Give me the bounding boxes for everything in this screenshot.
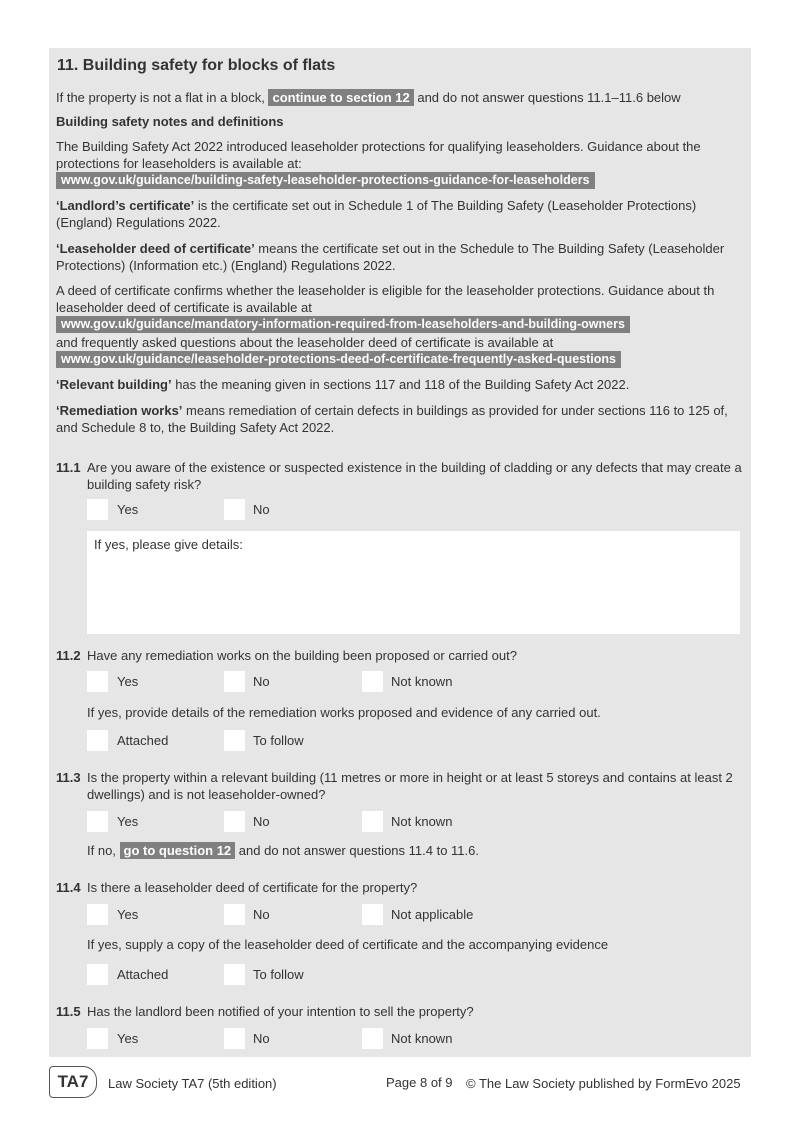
question-11-4-text: Is there a leaseholder deed of certificate for the property? — [87, 880, 418, 895]
q11-2-yes-checkbox[interactable] — [87, 671, 108, 692]
q11-4-no-label: No — [253, 907, 270, 922]
ta7-badge: TA7 — [49, 1066, 97, 1098]
definition-term: ‘Remediation works’ — [56, 403, 183, 418]
note-text-before: If no, — [87, 843, 116, 858]
q11-4-not-applicable-label: Not applicable — [391, 907, 474, 922]
definition-term: ‘Leaseholder deed of certificate’ — [56, 241, 255, 256]
details-label: If yes, please give details: — [94, 537, 243, 552]
q11-3-not-known-checkbox[interactable] — [362, 811, 383, 832]
definition-text: is the certificate set out in Schedule 1 of The Building Safety (Leaseholder Protections) (England) Regulations 2022. — [56, 198, 697, 230]
q11-1-no-checkbox[interactable] — [224, 499, 245, 520]
notes-heading: Building safety notes and definitions — [56, 114, 284, 129]
q11-1-yes-checkbox[interactable] — [87, 499, 108, 520]
definition-text: has the meaning given in sections 117 and 118 of the Building Safety Act 2022. — [171, 377, 630, 392]
protections-paragraph: The Building Safety Act 2022 introduced leaseholder protections for qualifying leaseholders. Guidance about the protections for leaseholders is available at: — [56, 139, 701, 171]
definition-text: means the certificate set out in the Schedule to The Building Safety (Leaseholder Protections) (Information etc.) (England) Regulations 2022. — [56, 241, 725, 273]
continue-to-section-12-link[interactable]: continue to section 12 — [268, 89, 413, 106]
q11-2-attached-label: Attached — [117, 733, 169, 748]
q11-2-to-follow-checkbox[interactable] — [224, 730, 245, 751]
question-11-3-text: Is the property within a relevant building (11 metres or more in height or at least 5 storeys and contains at least 2 dwellings) and is not leaseholder-owned? — [87, 770, 733, 802]
footer-edition: Law Society TA7 (5th edition) — [108, 1076, 277, 1091]
q11-5-no-label: No — [253, 1031, 270, 1046]
question-11-5-text: Has the landlord been notified of your intention to sell the property? — [87, 1004, 474, 1019]
definition-landlords-certificate — [56, 197, 748, 231]
q11-4-yes-checkbox[interactable] — [87, 904, 108, 925]
q11-4-not-applicable-checkbox[interactable] — [362, 904, 383, 925]
q11-1-details-textbox[interactable] — [87, 531, 740, 634]
q11-2-no-checkbox[interactable] — [224, 671, 245, 692]
faq-paragraph: and frequently asked questions about the leaseholder deed of certificate is available at — [56, 335, 554, 350]
intro-text-after: and do not answer questions 11.1–11.6 below — [417, 90, 681, 105]
definition-term: ‘Relevant building’ — [56, 377, 172, 392]
q11-1-no-label: No — [253, 502, 270, 517]
go-to-question-12-link[interactable]: go to question 12 — [120, 842, 236, 859]
q11-3-yes-checkbox[interactable] — [87, 811, 108, 832]
q11-5-not-known-checkbox[interactable] — [362, 1028, 383, 1049]
mandatory-information-link[interactable]: www.gov.uk/guidance/mandatory-information-required-from-leaseholders-and-building-owners — [56, 316, 630, 333]
question-11-4-number: 11.4 — [56, 880, 81, 895]
q11-4-yes-label: Yes — [117, 907, 139, 922]
footer-copyright: © The Law Society published by FormEvo 2025 — [466, 1076, 741, 1091]
q11-2-to-follow-label: To follow — [253, 733, 304, 748]
q11-3-no-label: No — [253, 814, 270, 829]
question-11-5-number: 11.5 — [56, 1004, 81, 1019]
q11-2-yes-label: Yes — [117, 674, 139, 689]
q11-2-not-known-label: Not known — [391, 674, 453, 689]
question-11-2-text: Have any remediation works on the building been proposed or carried out? — [87, 648, 517, 663]
deed-faq-link[interactable]: www.gov.uk/guidance/leaseholder-protections-deed-of-certificate-frequently-asked-questions — [56, 351, 621, 368]
q11-3-note — [87, 842, 479, 859]
q11-5-no-checkbox[interactable] — [224, 1028, 245, 1049]
q11-5-yes-checkbox[interactable] — [87, 1028, 108, 1049]
note-text-after: and do not answer questions 11.4 to 11.6. — [238, 843, 479, 858]
q11-2-followup: If yes, provide details of the remediation works proposed and evidence of any carried out. — [87, 705, 601, 720]
q11-2-not-known-checkbox[interactable] — [362, 671, 383, 692]
q11-5-not-known-label: Not known — [391, 1031, 453, 1046]
definition-term: ‘Landlord’s certificate’ — [56, 198, 195, 213]
definition-remediation-works — [56, 402, 748, 436]
q11-1-yes-label: Yes — [117, 502, 139, 517]
definition-text: means remediation of certain defects in buildings as provided for under sections 116 to 125 of, and Schedule 8 to, the Building Safety Act 2022. — [56, 403, 728, 435]
q11-4-attached-label: Attached — [117, 967, 169, 982]
q11-4-to-follow-checkbox[interactable] — [224, 964, 245, 985]
question-11-3-number: 11.3 — [56, 770, 81, 785]
q11-5-yes-label: Yes — [117, 1031, 139, 1046]
section-intro — [56, 89, 748, 106]
q11-3-not-known-label: Not known — [391, 814, 453, 829]
q11-3-yes-label: Yes — [117, 814, 139, 829]
protections-guidance-link[interactable]: www.gov.uk/guidance/building-safety-leaseholder-protections-guidance-for-leaseholders — [56, 172, 595, 189]
q11-4-to-follow-label: To follow — [253, 967, 304, 982]
question-11-2-number: 11.2 — [56, 648, 81, 663]
deed-guidance-paragraph: A deed of certificate confirms whether the leaseholder is eligible for the leaseholder protections. Guidance about th leaseholder deed of certificate is available at — [56, 283, 715, 315]
q11-2-attached-checkbox[interactable] — [87, 730, 108, 751]
q11-4-no-checkbox[interactable] — [224, 904, 245, 925]
section-title: 11. Building safety for blocks of flats — [57, 57, 336, 74]
definition-relevant-building — [56, 376, 748, 393]
question-11-1-text: Are you aware of the existence or suspected existence in the building of cladding or any defects that may create a building safety risk? — [87, 460, 742, 492]
footer-page-number: Page 8 of 9 — [386, 1075, 453, 1090]
question-11-1-number: 11.1 — [56, 460, 81, 475]
q11-4-attached-checkbox[interactable] — [87, 964, 108, 985]
intro-text-before: If the property is not a flat in a block, — [56, 90, 265, 105]
definition-leaseholder-deed — [56, 240, 748, 274]
q11-3-no-checkbox[interactable] — [224, 811, 245, 832]
q11-4-followup: If yes, supply a copy of the leaseholder deed of certificate and the accompanying evidence — [87, 937, 609, 952]
q11-2-no-label: No — [253, 674, 270, 689]
